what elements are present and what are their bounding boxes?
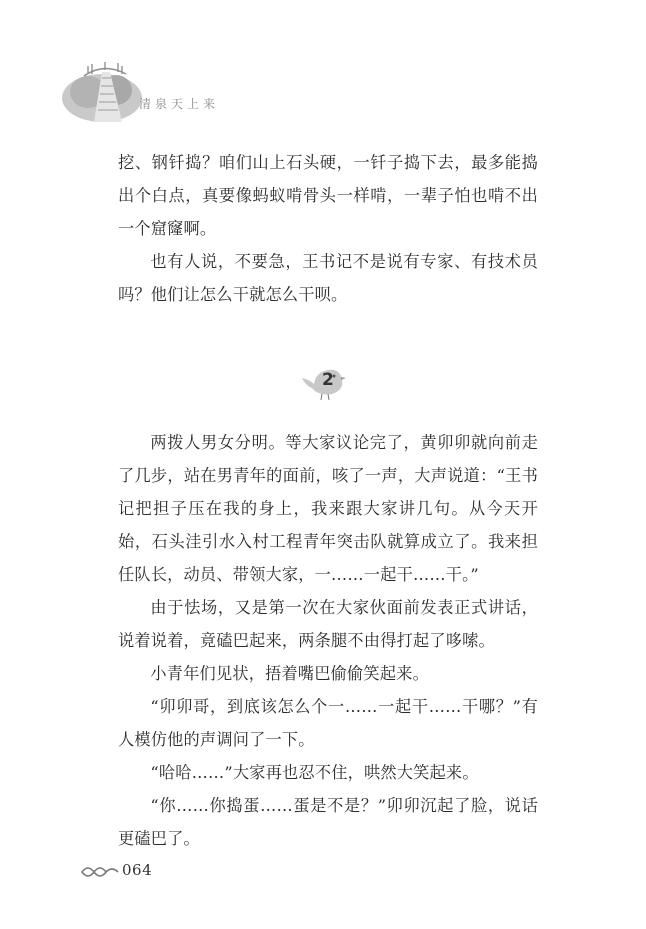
- paragraph: 由于怯场，又是第一次在大家伙面前发表正式讲话，说着说着，竟磕巴起来，两条腿不由得打起了哆嗦。: [118, 598, 538, 650]
- paragraph: “你……你捣蛋……蛋是不是？”卯卯沉起了脸，说话更磕巴了。: [118, 796, 538, 848]
- paragraph-group-after: [118, 426, 538, 855]
- paragraph: 也有人说，不要急，王书记不是说有专家、有技术员吗？他们让怎么干就怎么干呗。: [118, 252, 538, 304]
- section-marker: [296, 362, 352, 402]
- paragraph-group-before: [118, 146, 538, 311]
- running-header-title: 清泉天上来: [139, 97, 220, 111]
- section-number: 2: [322, 370, 334, 390]
- paragraph: 挖、钢钎捣？咱们山上石头硬，一钎子捣下去，最多能捣出个白点，真要像蚂蚁啃骨头一样啃，一辈子怕也啃不出一个窟窿啊。: [118, 153, 538, 238]
- leaf-ornament-icon: [80, 862, 120, 882]
- paragraph: “卯卯哥，到底该怎么个一……一起干……干哪？”有人模仿他的声调问了一下。: [118, 697, 538, 749]
- stone-stairway-icon: [58, 48, 148, 128]
- paragraph: 小青年们见状，捂着嘴巴偷偷笑起来。: [150, 664, 429, 683]
- paragraph: 两拨人男女分明。等大家议论完了，黄卯卯就向前走了几步，站在男青年的面前，咳了一声，大声说道：“王书记把担子压在我的身上，我来跟大家讲几句。从今天开始，石头洼引水入村工程青年突击队就算成立了。我来担任队长，动员、带领大家，一……一起干……干。”: [118, 433, 538, 584]
- paragraph: “哈哈……”大家再也忍不住，哄然大笑起来。: [150, 763, 479, 782]
- page-number: 064: [122, 861, 153, 879]
